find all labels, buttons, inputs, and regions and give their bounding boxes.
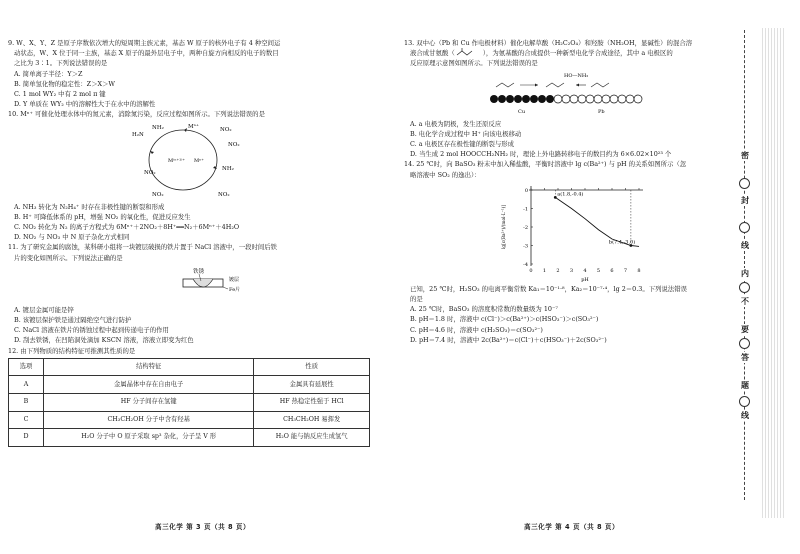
q12-table	[8, 358, 370, 447]
seal-char: 题	[741, 381, 749, 390]
q10-label-nh2-2: NH₂	[222, 165, 234, 172]
left-page-footer: 高三化学 第 3 页（共 8 页）	[155, 523, 251, 531]
q11-option-c: C. NaCl 溶液在铁片的锈蚀过程中起到传递电子的作用	[14, 326, 169, 335]
q13-option-b: B. 电化学合成过程中 H⁺ 向该电极移动	[410, 129, 522, 138]
table-cell: CH₃CH₂OH 易挥发	[254, 411, 370, 429]
q13-label-pb: Pb	[598, 108, 605, 115]
q9-stem-line1: 9. W、X、Y、Z 是原子序数依次增大的短周期主族元素，基态 W 原子的核外电子有 4 种空间运	[8, 39, 281, 47]
x-tick-label: 4	[583, 267, 587, 274]
q13-electrode-diagram	[476, 71, 656, 117]
q10-label-no2-2: NO₂	[228, 141, 240, 148]
question-10	[8, 109, 378, 242]
y-tick-label: -4	[523, 261, 528, 268]
x-tick-label: 8	[637, 267, 641, 274]
q11-option-b: B. 该镀层保护铁是通过隔绝空气进行防护	[14, 316, 132, 325]
q13-stem-line1: 13. 双中心（Pb 和 Cu 作电极材料）催化电解草酸（H₂C₂O₄）和羟胺（NH₂OH，显碱性）的混合溶	[404, 39, 693, 47]
table-cell: HF 热稳定性强于 HCl	[254, 394, 370, 412]
right-column	[404, 38, 730, 345]
question-9	[8, 38, 378, 109]
x-tick-label: 7	[623, 267, 628, 274]
q10-cycle-diagram	[88, 122, 288, 200]
q10-label-no2-4: NO₂	[152, 191, 164, 198]
y-tick-label: 0	[524, 187, 528, 194]
seal-char: 线	[741, 411, 749, 420]
seal-hatch-band	[762, 28, 786, 518]
q14-option-d: D. pH＝7.4 时，溶液中 2c(Ba²⁺)＝c(Cl⁻)＋c(HSO₃⁻)＋2c(SO₃²⁻)	[410, 335, 607, 344]
q13-stem-line2	[404, 48, 730, 58]
q14-option-c: C. pH＝4.6 时，溶液中 c(H₂SO₃)＝c(SO₃²⁻)	[410, 325, 543, 334]
seal-char: 答	[741, 353, 749, 362]
data-label: b(7.4,-3.0)	[608, 239, 636, 246]
seal-char: 内	[741, 269, 749, 278]
table-cell: H₂O 分子中 O 原子采取 sp³ 杂化，分子呈 V 形	[44, 429, 254, 447]
q10-label-nh2: NH₂	[152, 124, 164, 131]
q11-label-rust: 铁锈	[193, 268, 205, 275]
seal-char: 密	[741, 151, 749, 160]
q9-option-b: B. 简单氢化物的稳定性：Z＞X＞W	[14, 79, 116, 88]
table-cell: B	[9, 394, 44, 412]
seal-char: 封	[741, 196, 749, 205]
q11-label-coating: 镀层	[229, 276, 240, 283]
table-header-property: 性质	[254, 358, 370, 376]
q14-after-line2: 的是	[410, 295, 423, 304]
q9-stem-line2: 动状态，W、X 位于同一主族，基态 X 原子的最外层电子中，两种自旋方向相反的电子的数目	[14, 49, 279, 58]
q9-option-d: D. Y 单质在 WY₂ 中的溶解性大于在水中的溶解性	[14, 100, 156, 109]
right-page-footer: 高三化学 第 4 页（共 8 页）	[524, 523, 620, 531]
table-cell: 金属具有延展性	[254, 376, 370, 394]
question-11	[8, 242, 378, 345]
q10-option-b: B. H⁺ 可降低体系的 pH，增强 NO₂ 的氧化性，促进反应发生	[14, 212, 191, 221]
q14-stem-line2: 略溶液中 SO₂ 的逸出）：	[410, 170, 481, 179]
seal-ring-icon	[739, 396, 750, 407]
q13-option-d: D. 当生成 2 mol HOOCCH₂NH₂ 时，理论上外电路转移电子的数目约为 6×6.02×10²³ 个	[410, 150, 672, 159]
q13-stem-line3: 反应原理示意图如图所示。下列说法错误的是	[410, 59, 538, 68]
q10-label-no2-1: NO₂	[220, 126, 232, 133]
q10-option-d: D. NO₂ 与 NO₃ 中 N 原子杂化方式相同	[14, 233, 130, 242]
table-cell: HF 分子间存在氢键	[44, 394, 254, 412]
x-axis-label: pH	[581, 276, 589, 282]
table-row	[9, 376, 370, 394]
seal-ring-icon	[739, 178, 750, 189]
q11-option-a: A. 镀层金属可能是锌	[14, 305, 74, 314]
q10-label-no2-5: NO₂	[218, 191, 230, 198]
seal-char: 线	[741, 241, 749, 250]
q10-option-c: C. NO₂ 转化为 N₂ 的离子方程式为 6Mⁿ⁺＋2NO₂＋8H⁺══N₂＋6Mⁿ⁺＋4H₂O	[14, 223, 240, 232]
table-cell: 金属晶体中存在自由电子	[44, 376, 254, 394]
q13-option-a: A. a 电极为阴极，发生还原反应	[410, 119, 502, 128]
data-label: a(1.8,-0.4)	[557, 191, 584, 198]
seal-dashed-line	[744, 30, 745, 500]
x-tick-label: 5	[596, 267, 601, 274]
question-14	[404, 159, 730, 345]
q11-option-d: D. 刮去铁锈，在凹陷洞处滴加 KSCN 溶液，溶液立即变为红色	[14, 336, 194, 345]
q10-stem: 10. Mⁿ⁺ 可催化处理水体中的氮元素，消除氮污染，反应过程如图所示。下列说法错误的是	[8, 110, 265, 119]
y-tick-label: -2	[523, 224, 528, 231]
q11-iron-diagram	[163, 265, 273, 303]
y-axis-label: lg[c(Ba²⁺)/(mol·L⁻¹)]	[502, 204, 507, 249]
x-tick-label: 3	[569, 267, 574, 274]
q13-option-c: C. a 电极区存在极性键的断裂与形成	[410, 140, 515, 149]
q13-label-hydroxylamine: HO—NH₂	[564, 72, 589, 79]
q10-label-no2-3: NO₂	[144, 169, 156, 176]
left-column	[8, 38, 378, 447]
q14-after-line1: 已知，25 ℃时，H₂SO₃ 的电离平衡常数 Ka₁＝10⁻¹·⁸，Ka₂＝10⁻⁷·⁴，lg 2＝0.3。下列说法错误	[410, 284, 688, 293]
q11-stem-line1: 11. 为了研究金属的腐蚀，某科研小组将一块镀层破损的铁片置于 NaCl 溶液中，一段时间后铁	[8, 243, 278, 252]
q10-label-m1: Mⁿ⁺	[188, 123, 199, 130]
q9-option-c: C. 1 mol WY₂ 中有 2 mol π 键	[14, 90, 106, 99]
question-12	[8, 346, 378, 447]
q13-stem-part2: ），为氨基酸的合成提供一种新型电化学合成途径，其中 a 电极区的	[482, 49, 673, 58]
q10-label-mn1: M⁽ⁿ⁺¹⁾⁺	[168, 157, 186, 164]
x-tick-label: 6	[610, 267, 614, 274]
q9-option-a: A. 简单离子半径：Y＞Z	[14, 69, 83, 78]
table-cell: A	[9, 376, 44, 394]
q10-option-a: A. NH₃ 转化为 N₂H₄⁺ 时存在非极性键的断裂和形成	[14, 202, 165, 211]
table-cell: CH₃CH₂OH 分子中含有羟基	[44, 411, 254, 429]
glycine-structure-icon	[455, 48, 483, 58]
seal-ring-icon	[739, 282, 750, 293]
q11-stem-line2: 片的变化如图所示。下列说法正确的是	[14, 253, 123, 262]
table-header-row	[9, 358, 370, 376]
q11-label-fe: Fe片	[229, 286, 241, 293]
table-row	[9, 411, 370, 429]
table-row	[9, 394, 370, 412]
table-cell: H₂O 能与钠反应生成氢气	[254, 429, 370, 447]
q14-option-a: A. 25 ℃时，BaSO₃ 的溶度积常数的数量级为 10⁻⁷	[410, 305, 558, 314]
seal-char: 不	[741, 297, 749, 306]
table-cell: C	[9, 411, 44, 429]
electrode-beads	[490, 95, 642, 103]
seal-ring-icon	[739, 338, 750, 349]
q14-chart	[499, 182, 649, 282]
y-tick-label: -3	[523, 243, 528, 250]
seal-char: 要	[741, 325, 749, 334]
y-tick-label: -1	[523, 206, 528, 213]
q10-label-h2n: H₂N	[132, 131, 144, 138]
x-tick-label: 0	[529, 267, 533, 274]
seal-ring-icon	[739, 222, 750, 233]
q9-stem-line3: 之比为 3∶1。下列说法错误的是	[14, 59, 108, 68]
x-tick-label: 2	[556, 267, 560, 274]
q14-option-b: B. pH＝1.8 时，溶液中 c(Cl⁻)＞c(Ba²⁺)＞c(HSO₃⁻)＞c(SO₃²⁻)	[410, 315, 599, 324]
table-header-structure: 结构特征	[44, 358, 254, 376]
q13-stem-part1: 液合成甘氨酸（	[410, 49, 455, 58]
table-cell: D	[9, 429, 44, 447]
q10-label-m2: Mⁿ⁺	[194, 157, 204, 164]
q14-stem-line1: 14. 25 ℃时，向 BaSO₃ 粉末中加入稀盐酸，平衡时溶液中 lg c(Ba²⁺) 与 pH 的关系如图所示（忽	[404, 160, 687, 169]
x-tick-label: 1	[542, 267, 547, 274]
table-row	[9, 429, 370, 447]
q13-label-cu: Cu	[518, 108, 526, 115]
question-13	[404, 38, 730, 159]
q12-stem: 12. 由下列物质的结构特征可推测其性质的是	[8, 346, 136, 355]
table-header-option: 选项	[9, 358, 44, 376]
